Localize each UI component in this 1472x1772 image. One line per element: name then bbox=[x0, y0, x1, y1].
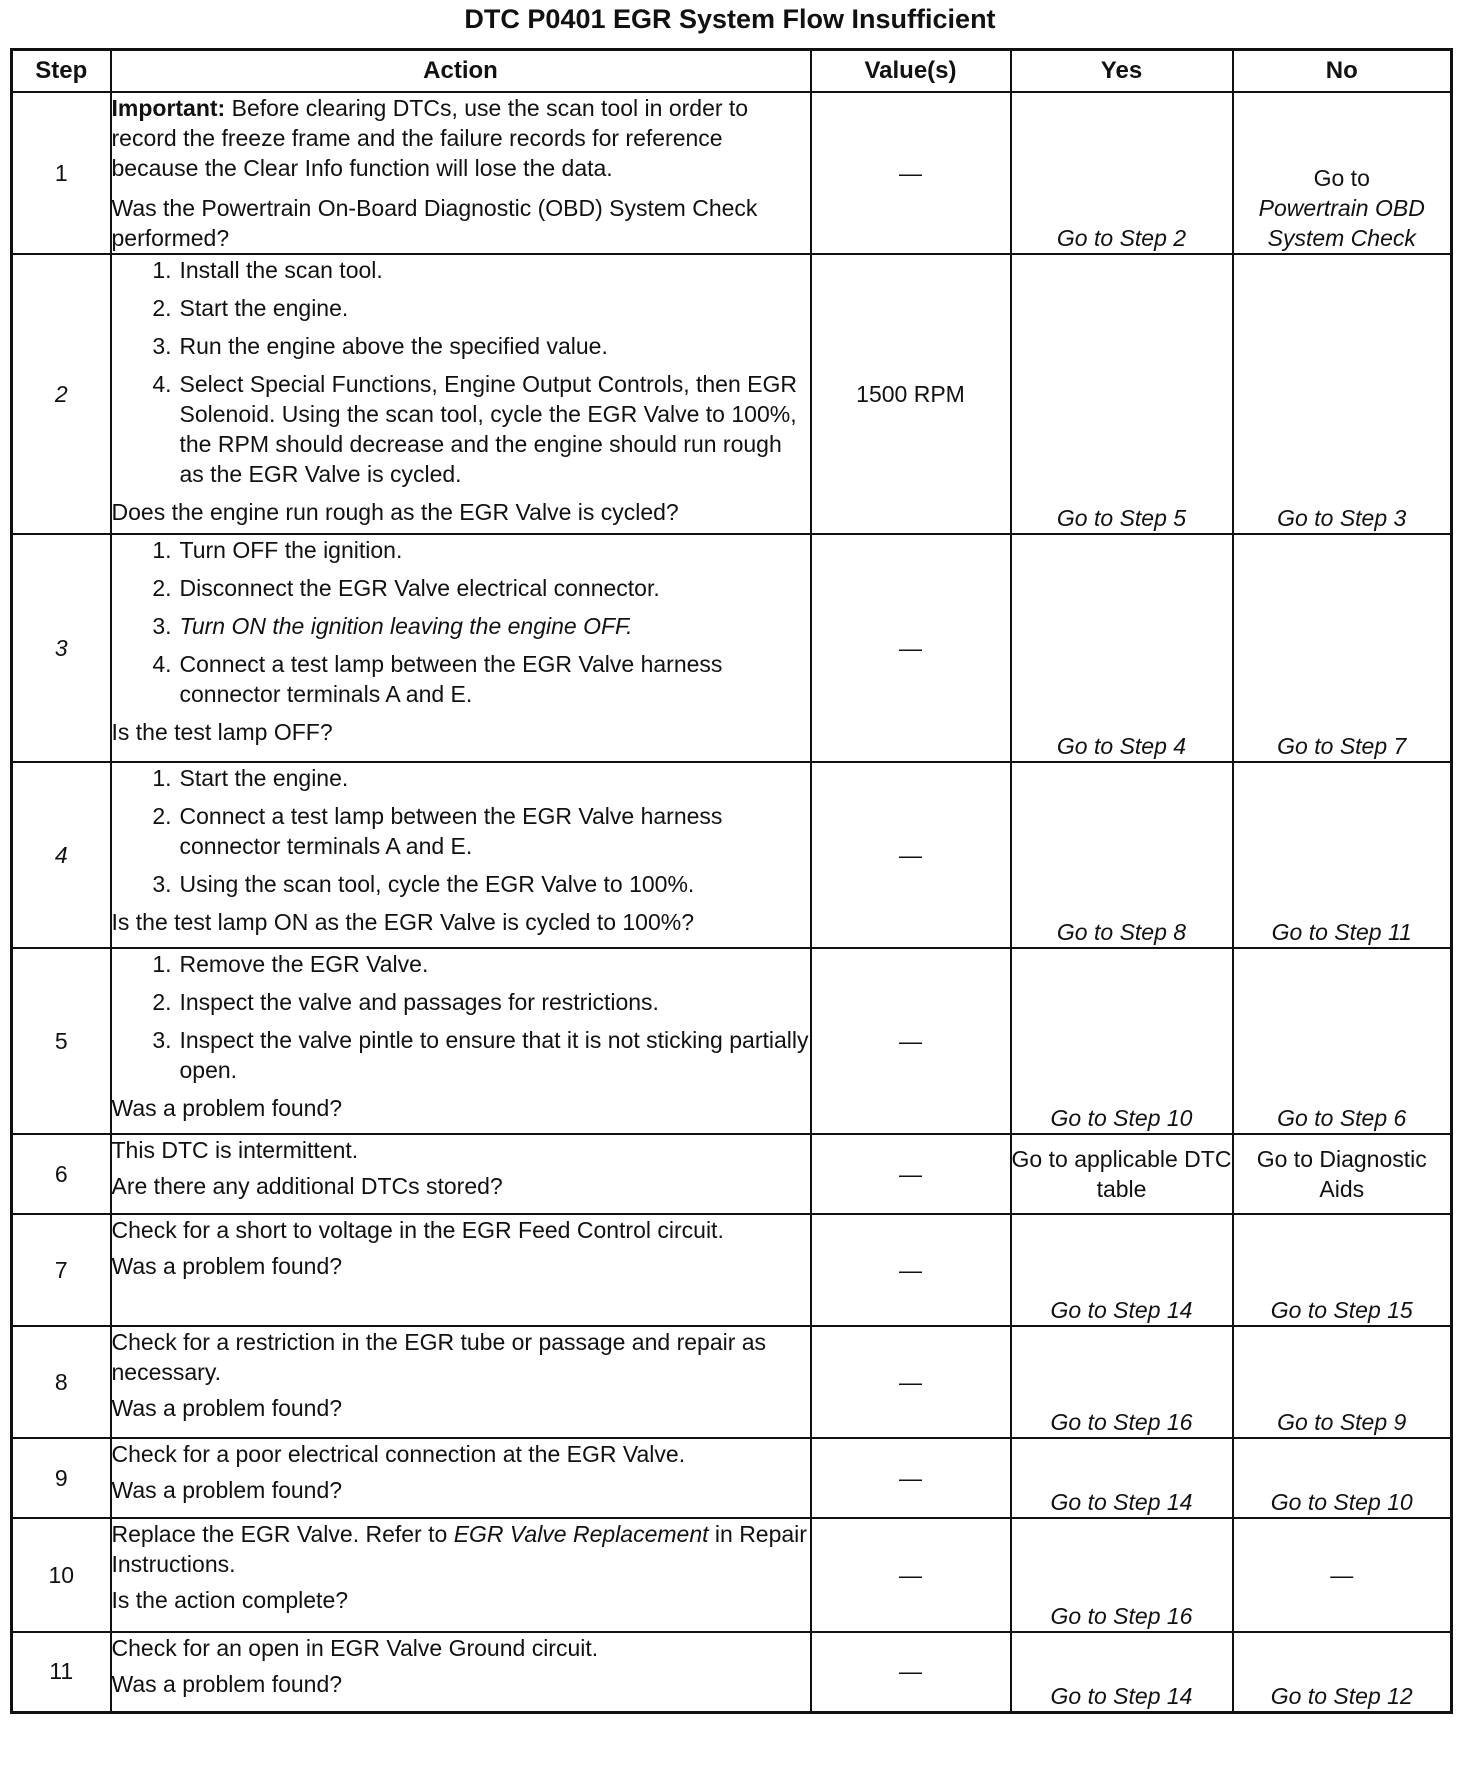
yes-link[interactable]: Go to Step 16 bbox=[1011, 1326, 1233, 1438]
table-row bbox=[12, 1438, 1452, 1518]
action-text: Check for a poor electrical connection at the EGR Valve. bbox=[111, 1441, 686, 1467]
important-text: Before clearing DTCs, use the scan tool in order to record the freeze frame and the failure records for reference because the Clear Info function will lose the data. bbox=[111, 95, 749, 181]
action-cell bbox=[111, 254, 811, 534]
yes-link[interactable]: Go to Step 8 bbox=[1011, 762, 1233, 948]
action-cell bbox=[111, 1326, 811, 1438]
value-cell: — bbox=[811, 948, 1011, 1134]
action-step: 3. Inspect the valve pintle to ensure that it is not sticking partially open. bbox=[152, 1027, 809, 1083]
value-cell: — bbox=[811, 92, 1011, 254]
table-row bbox=[12, 1214, 1452, 1326]
table-row bbox=[12, 254, 1452, 534]
action-cell bbox=[111, 1214, 811, 1326]
action-question: Is the action complete? bbox=[111, 1587, 349, 1613]
action-cell bbox=[111, 762, 811, 948]
action-steps bbox=[112, 255, 810, 489]
action-question: Is the test lamp OFF? bbox=[111, 719, 333, 745]
action-step: 2. Connect a test lamp between the EGR Valve harness connector terminals A and E. bbox=[152, 803, 723, 859]
step-number: 9 bbox=[12, 1438, 111, 1518]
table-header-row bbox=[12, 50, 1452, 93]
action-cell bbox=[111, 1134, 811, 1214]
action-cell bbox=[111, 948, 811, 1134]
no-link[interactable]: Go to Step 7 bbox=[1233, 534, 1452, 762]
action-text: Check for a short to voltage in the EGR Feed Control circuit. bbox=[111, 1217, 724, 1243]
yes-link[interactable]: Go to Step 14 bbox=[1011, 1438, 1233, 1518]
no-link[interactable]: Go to Step 3 bbox=[1233, 254, 1452, 534]
value-cell: — bbox=[811, 1438, 1011, 1518]
no-link-prefix: Go to bbox=[1313, 165, 1370, 191]
table-row bbox=[12, 1632, 1452, 1712]
no-link[interactable]: Go to Step 6 bbox=[1233, 948, 1452, 1134]
table-row bbox=[12, 1518, 1452, 1632]
action-question: Was the Powertrain On-Board Diagnostic (OBD) System Check performed? bbox=[111, 195, 758, 251]
action-cell bbox=[111, 92, 811, 254]
value-cell: — bbox=[811, 1326, 1011, 1438]
value-cell: 1500 RPM bbox=[811, 254, 1011, 534]
yes-link[interactable]: Go to Step 10 bbox=[1011, 948, 1233, 1134]
no-link[interactable]: Go to Step 11 bbox=[1233, 762, 1452, 948]
header-no: No bbox=[1233, 50, 1452, 93]
header-yes: Yes bbox=[1011, 50, 1233, 93]
yes-link[interactable]: Go to Step 14 bbox=[1011, 1214, 1233, 1326]
action-question: Was a problem found? bbox=[111, 1253, 343, 1279]
header-action: Action bbox=[111, 50, 811, 93]
action-text: This DTC is intermittent. bbox=[111, 1137, 359, 1163]
step-number: 6 bbox=[12, 1134, 111, 1214]
yes-link[interactable]: Go to Step 4 bbox=[1011, 534, 1233, 762]
value-cell: — bbox=[811, 762, 1011, 948]
no-link[interactable]: Go to Diagnostic Aids bbox=[1233, 1134, 1452, 1214]
action-steps bbox=[112, 763, 810, 899]
yes-link[interactable]: Go to Step 5 bbox=[1011, 254, 1233, 534]
action-step: 3. Run the engine above the specified value. bbox=[152, 333, 608, 359]
action-cell bbox=[111, 534, 811, 762]
no-cell: — bbox=[1233, 1518, 1452, 1632]
action-step: 1. Start the engine. bbox=[152, 765, 349, 791]
action-step: 1. Install the scan tool. bbox=[152, 257, 383, 283]
step-number: 8 bbox=[12, 1326, 111, 1438]
action-text: Check for a restriction in the EGR tube or passage and repair as necessary. bbox=[111, 1329, 767, 1385]
step-number: 1 bbox=[12, 92, 111, 254]
action-step: 2. Inspect the valve and passages for restrictions. bbox=[152, 989, 659, 1015]
action-steps bbox=[112, 949, 810, 1085]
no-link[interactable]: Go to Step 15 bbox=[1233, 1214, 1452, 1326]
yes-link[interactable]: Go to Step 16 bbox=[1011, 1518, 1233, 1632]
action-step: 2. Disconnect the EGR Valve electrical connector. bbox=[152, 575, 660, 601]
step-number: 4 bbox=[12, 762, 111, 948]
important-note bbox=[112, 93, 810, 183]
table-row bbox=[12, 1134, 1452, 1214]
action-step: 3. Using the scan tool, cycle the EGR Valve to 100%. bbox=[152, 871, 695, 897]
action-question: Was a problem found? bbox=[111, 1095, 343, 1121]
action-cell bbox=[111, 1632, 811, 1712]
action-step: 4. Connect a test lamp between the EGR Valve harness connector terminals A and E. bbox=[152, 651, 723, 707]
action-question: Was a problem found? bbox=[111, 1477, 343, 1503]
value-cell: — bbox=[811, 1214, 1011, 1326]
action-steps bbox=[112, 535, 810, 709]
value-cell: — bbox=[811, 1632, 1011, 1712]
value-cell: — bbox=[811, 1134, 1011, 1214]
header-value: Value(s) bbox=[811, 50, 1011, 93]
diagnostic-table bbox=[10, 48, 1453, 1714]
no-link[interactable]: Go to Step 10 bbox=[1233, 1438, 1452, 1518]
action-step: 1. Remove the EGR Valve. bbox=[152, 951, 429, 977]
step-number: 11 bbox=[12, 1632, 111, 1712]
action-cell bbox=[111, 1518, 811, 1632]
step-number: 10 bbox=[12, 1518, 111, 1632]
action-question: Was a problem found? bbox=[111, 1671, 343, 1697]
value-cell: — bbox=[811, 534, 1011, 762]
header-step: Step bbox=[12, 50, 111, 93]
important-label: Important: bbox=[111, 95, 226, 121]
step-number: 2 bbox=[12, 254, 111, 534]
yes-link[interactable]: Go to Step 14 bbox=[1011, 1632, 1233, 1712]
no-link[interactable]: Go to Step 12 bbox=[1233, 1632, 1452, 1712]
action-question: Is the test lamp ON as the EGR Valve is cycled to 100%? bbox=[111, 909, 695, 935]
table-row bbox=[12, 1326, 1452, 1438]
action-step: 4. Select Special Functions, Engine Output Controls, then EGR Solenoid. Using the scan tool, cycle the EGR Valve to 100%, the RPM should decrease and the engine should run rough as the EGR Valve is cycled. bbox=[152, 371, 797, 487]
action-step: 1. Turn OFF the ignition. bbox=[152, 537, 403, 563]
action-question: Was a problem found? bbox=[111, 1395, 343, 1421]
action-text: Replace the EGR Valve. Refer to EGR Valve Replacement in Repair Instructions. bbox=[111, 1521, 807, 1577]
page-title: DTC P0401 EGR System Flow Insufficient bbox=[464, 4, 996, 34]
no-link[interactable] bbox=[1233, 92, 1452, 254]
value-cell: — bbox=[811, 1518, 1011, 1632]
action-question: Are there any additional DTCs stored? bbox=[111, 1173, 503, 1199]
no-link[interactable]: Go to Step 9 bbox=[1233, 1326, 1452, 1438]
yes-link[interactable]: Go to Step 2 bbox=[1011, 92, 1233, 254]
table-row bbox=[12, 92, 1452, 254]
action-step: 2. Start the engine. bbox=[152, 295, 349, 321]
action-question: Does the engine run rough as the EGR Valve is cycled? bbox=[111, 499, 679, 525]
yes-link[interactable]: Go to applicable DTC table bbox=[1011, 1134, 1233, 1214]
action-cell bbox=[111, 1438, 811, 1518]
step-number: 5 bbox=[12, 948, 111, 1134]
table-row bbox=[12, 762, 1452, 948]
table-row bbox=[12, 948, 1452, 1134]
no-link-target: Powertrain OBD System Check bbox=[1258, 195, 1425, 251]
action-text: Check for an open in EGR Valve Ground circuit. bbox=[111, 1635, 599, 1661]
step-number: 3 bbox=[12, 534, 111, 762]
table-row bbox=[12, 534, 1452, 762]
action-step: 3. Turn ON the ignition leaving the engine OFF. bbox=[152, 613, 633, 639]
repair-reference[interactable]: EGR Valve Replacement bbox=[453, 1521, 709, 1547]
step-number: 7 bbox=[12, 1214, 111, 1326]
